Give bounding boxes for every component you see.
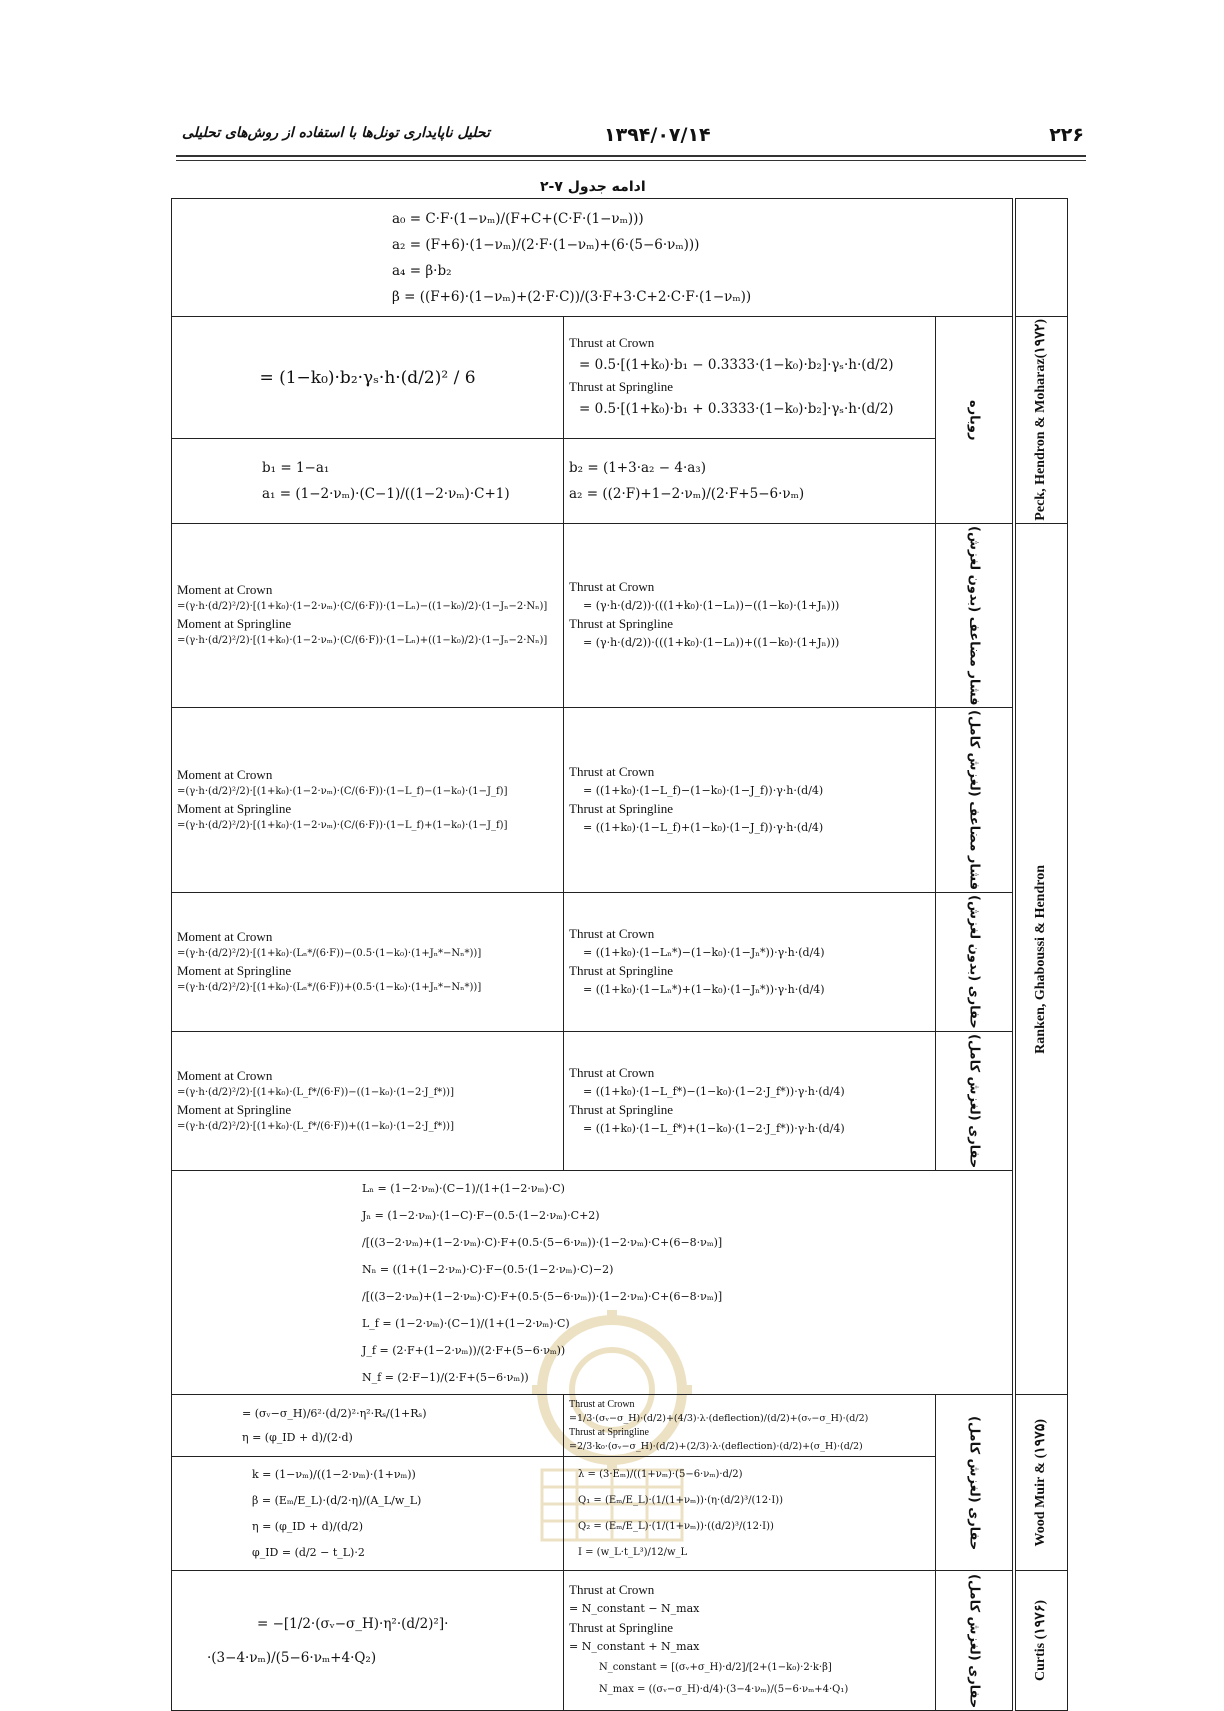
ranken-r2-moment-crown: =(γ·h·(d/2)²/2)·[(1+k₀)·(1−2·νₘ)·(C/(6·F))·(1−L_f)−(1−k₀)·(1−J_f)] bbox=[177, 786, 508, 798]
wood-moment-1: = (σᵥ−σ_H)/6²·(d/2)²·η²·Rₛ/(1+Rₛ) bbox=[242, 1406, 427, 1420]
curtis-reference: Curtis (۱۹۷۶) bbox=[1033, 1600, 1049, 1682]
wood-q1: Q₁ = (Eₘ/E_L)·(1/(1+νₘ))·(η·(d/2)³/(12·I)) bbox=[578, 1494, 784, 1506]
ranken-r4-thrust-springline: = ((1+k₀)·(1−L_f*)+(1−k₀)·(1−2·J_f*))·γ·h·(d/4) bbox=[583, 1122, 845, 1136]
wood-k: k = (1−νₘ)/((1−2·νₘ)·(1+νₘ)) bbox=[252, 1467, 416, 1481]
ranken-r4-condition: حفاری (لغزش کامل) bbox=[966, 1033, 982, 1169]
ranken-r4-thrust-crown: = ((1+k₀)·(1−L_f*)−(1−k₀)·(1−2·J_f*))·γ·h·(d/4) bbox=[583, 1085, 845, 1099]
curtis-thrust-springline: = N_constant + N_max bbox=[569, 1639, 700, 1653]
ranken-r1-thrust-springline: = (γ·h·(d/2))·(((1+k₀)·(1−Lₙ))+((1−k₀)·(1+Jₙ))) bbox=[583, 636, 840, 650]
thrust-springline-label: Thrust at Springline bbox=[569, 616, 673, 632]
wood-lambda: λ = (3·Eₘ)/((1+νₘ)·(5−6·νₘ)·d/2) bbox=[578, 1468, 743, 1480]
def-Jn: Jₙ = (1−2·νₘ)·(1−C)·F−(0.5·(1−2·νₘ)·C+2) bbox=[362, 1208, 600, 1222]
ranken-r2-thrust-crown: = ((1+k₀)·(1−L_f)−(1−k₀)·(1−J_f))·γ·h·(d/4) bbox=[583, 784, 824, 798]
wood-inertia: I = (w_L·t_L³)/12/w_L bbox=[578, 1546, 688, 1558]
thrust-crown-label: Thrust at Crown bbox=[569, 1581, 655, 1597]
ranken-r3-thrust-crown: = ((1+k₀)·(1−Lₙ*)−(1−k₀)·(1−Jₙ*))·γ·h·(d/4) bbox=[583, 946, 825, 960]
def-Nn: Nₙ = ((1+(1−2·νₘ)·C)·F−(0.5·(1−2·νₘ)·C)−2) bbox=[362, 1262, 614, 1276]
thrust-crown-label: Thrust at Crown bbox=[569, 579, 655, 595]
def-Jn-denominator: /[((3−2·νₘ)+(1−2·νₘ)·C)·F+(0.5·(5−6·νₘ))·(1−2·νₘ)·C+(6−8·νₘ)] bbox=[362, 1235, 723, 1249]
table-row bbox=[172, 1457, 1068, 1571]
formula-b1: b₁ = 1−a₁ bbox=[262, 460, 330, 477]
wood-thrust-springline: =2/3·k₀·(σᵥ−σ_H)·(d/2)+(2/3)·λ·(deflection)·(d/2)+(σ_H)·(d/2) bbox=[569, 1440, 863, 1452]
moment-springline-label: Moment at Springline bbox=[177, 963, 292, 979]
ranken-r2-condition: فشار مضاعف (لغزش کامل) bbox=[966, 710, 982, 891]
table-row bbox=[172, 1395, 1068, 1457]
peck-thrust-springline: = 0.5·[(1+k₀)·b₁ + 0.3333·(1−k₀)·b₂]·γₛ·h·(d/2) bbox=[579, 400, 894, 417]
thrust-springline-label: Thrust at Springline bbox=[569, 378, 673, 394]
table-row bbox=[172, 1171, 1068, 1395]
table-row bbox=[172, 199, 1068, 317]
ranken-r3-moment-crown: =(γ·h·(d/2)²/2)·[(1+k₀)·(Lₙ*/(6·F))−(0.5·(1−k₀)·(1+Jₙ*−Nₙ*))] bbox=[177, 948, 482, 960]
ranken-r1-condition: فشار مضاعف (بدون لغزش) bbox=[966, 525, 982, 706]
table-row bbox=[172, 893, 1068, 1032]
def-Nn-denominator: /[((3−2·νₘ)+(1−2·νₘ)·C)·F+(0.5·(5−6·νₘ))·(1−2·νₘ)·C+(6−8·νₘ)] bbox=[362, 1289, 723, 1303]
wood-beta: β = (Eₘ/E_L)·(d/2·η)/(A_L/w_L) bbox=[252, 1493, 422, 1507]
thrust-springline-label: Thrust at Springline bbox=[569, 963, 673, 979]
thrust-crown-label: Thrust at Crown bbox=[569, 764, 655, 780]
ranken-r2-thrust-springline: = ((1+k₀)·(1−L_f)+(1−k₀)·(1−J_f))·γ·h·(d/4) bbox=[583, 821, 824, 835]
def-Jf: J_f = (2·F+(1−2·νₘ))/(2·F+(5−6·νₘ)) bbox=[362, 1343, 566, 1357]
running-title: تحلیل ناپایداری تونل‌ها با استفاده از روش‌های تحلیلی bbox=[182, 125, 490, 141]
curtis-condition: حفاری (لغزش کامل) bbox=[966, 1573, 982, 1708]
peck-condition: روباره bbox=[966, 399, 982, 441]
wood-condition: حفاری (لغزش کامل) bbox=[966, 1415, 982, 1550]
thrust-crown-label: Thrust at Crown bbox=[569, 334, 655, 350]
header-rule bbox=[176, 155, 1086, 157]
curtis-moment-1: = −[1/2·(σᵥ−σ_H)·η²·(d/2)²]· bbox=[257, 1615, 449, 1632]
thrust-crown-label: Thrust at Crown bbox=[569, 1065, 655, 1081]
table-row bbox=[172, 317, 1068, 439]
wood-phi: φ_ID = (d/2 − t_L)·2 bbox=[252, 1545, 365, 1559]
curtis-moment-2: ·(3−4·νₘ)/(5−6·νₘ+4·Q₂) bbox=[207, 1649, 377, 1666]
thrust-crown-label: Thrust at Crown bbox=[569, 926, 655, 942]
def-Lf: L_f = (1−2·νₘ)·(C−1)/(1+(1−2·νₘ)·C) bbox=[362, 1316, 570, 1330]
curtis-n-max: N_max = ((σᵥ−σ_H)·d/4)·(3−4·νₘ)/(5−6·νₘ+4·Q₁) bbox=[599, 1683, 849, 1695]
formula-a2: a₂ = (F+6)·(1−νₘ)/(2·F·(1−νₘ)+(6·(5−6·νₘ))) bbox=[392, 236, 700, 253]
thrust-springline-label: Thrust at Springline bbox=[569, 1102, 673, 1118]
ranken-r1-moment-crown: =(γ·h·(d/2)²/2)·[(1+k₀)·(1−2·νₘ)·(C/(6·F))·(1−Lₙ)−((1−k₀)/2)·(1−Jₙ−2·Nₙ)] bbox=[177, 601, 548, 613]
peck-reference: Peck, Hendron & Moharaz(۱۹۷۲) bbox=[1033, 319, 1049, 521]
page-header bbox=[178, 118, 1084, 148]
ranken-r4-moment-springline: =(γ·h·(d/2)²/2)·[(1+k₀)·(L_f*/(6·F))+((1−k₀)·(1−2·J_f*))] bbox=[177, 1121, 454, 1133]
ranken-r3-moment-springline: =(γ·h·(d/2)²/2)·[(1+k₀)·(Lₙ*/(6·F))+(0.5·(1−k₀)·(1+Jₙ*−Nₙ*))] bbox=[177, 982, 482, 994]
peck-moment: = (1−k₀)·b₂·γₛ·h·(d/2)² / 6 bbox=[259, 367, 476, 388]
moment-springline-label: Moment at Springline bbox=[177, 616, 292, 632]
moment-crown-label: Moment at Crown bbox=[177, 767, 273, 783]
def-Ln: Lₙ = (1−2·νₘ)·(C−1)/(1+(1−2·νₘ)·C) bbox=[362, 1181, 565, 1195]
thrust-springline-label: Thrust at Springline bbox=[569, 1619, 673, 1635]
table-row bbox=[172, 523, 1068, 707]
formula-table bbox=[171, 198, 1068, 1711]
ranken-r2-moment-springline: =(γ·h·(d/2)²/2)·[(1+k₀)·(1−2·νₘ)·(C/(6·F))·(1−L_f)+(1−k₀)·(1−J_f)] bbox=[177, 820, 508, 832]
thrust-crown-label: Thrust at Crown bbox=[569, 1398, 635, 1410]
thrust-springline-label: Thrust at Springline bbox=[569, 801, 673, 817]
header-rule-thin bbox=[176, 160, 1086, 161]
wood-eta: η = (φ_ID + d)/(d/2) bbox=[252, 1519, 364, 1533]
curtis-n-constant: N_constant = [(σᵥ+σ_H)·d/2]/[2+(1−k₀)·2·k·β] bbox=[599, 1661, 832, 1673]
ranken-r1-moment-springline: =(γ·h·(d/2)²/2)·[(1+k₀)·(1−2·νₘ)·(C/(6·F))·(1−Lₙ)+((1−k₀)/2)·(1−Jₙ−2·Nₙ)] bbox=[177, 635, 548, 647]
formula-a4: a₄ = β·b₂ bbox=[392, 262, 452, 279]
wood-thrust-crown: =1/3·(σᵥ−σ_H)·(d/2)+(4/3)·λ·(deflection)/(d/2)+(σᵥ−σ_H)·(d/2) bbox=[569, 1412, 869, 1424]
peck-thrust-crown: = 0.5·[(1+k₀)·b₁ − 0.3333·(1−k₀)·b₂]·γₛ·h·(d/2) bbox=[579, 356, 894, 373]
page-date: ۱۳۹۴/۰۷/۱۴ bbox=[604, 124, 711, 146]
table-caption: ادامه جدول ۷-۲ bbox=[540, 179, 646, 195]
table-row bbox=[172, 439, 1068, 523]
formula-a2-peck: a₂ = ((2·F)+1−2·νₘ)/(2·F+5−6·νₘ) bbox=[569, 486, 805, 503]
wood-moment-2: η = (φ_ID + d)/(2·d) bbox=[242, 1430, 353, 1444]
ranken-r4-moment-crown: =(γ·h·(d/2)²/2)·[(1+k₀)·(L_f*/(6·F))−((1−k₀)·(1−2·J_f*))] bbox=[177, 1087, 454, 1099]
table-row bbox=[172, 708, 1068, 893]
ranken-r3-thrust-springline: = ((1+k₀)·(1−Lₙ*)+(1−k₀)·(1−Jₙ*))·γ·h·(d/4) bbox=[583, 983, 825, 997]
wood-q2: Q₂ = (Eₘ/E_L)·(1/(1+νₘ))·((d/2)³/(12·I)) bbox=[578, 1520, 774, 1532]
formula-a0: a₀ = C·F·(1−νₘ)/(F+C+(C·F·(1−νₘ))) bbox=[392, 210, 644, 227]
moment-crown-label: Moment at Crown bbox=[177, 582, 273, 598]
formula-beta: β = ((F+6)·(1−νₘ)+(2·F·C))/(3·F+3·C+2·C·F·(1−νₘ)) bbox=[392, 288, 752, 305]
thrust-springline-label: Thrust at Springline bbox=[569, 1426, 649, 1438]
table-row bbox=[172, 1571, 1068, 1711]
def-Nf: N_f = (2·F−1)/(2·F+(5−6·νₘ)) bbox=[362, 1370, 529, 1384]
moment-crown-label: Moment at Crown bbox=[177, 929, 273, 945]
formula-b2: b₂ = (1+3·a₂ − 4·a₃) bbox=[569, 460, 706, 477]
moment-crown-label: Moment at Crown bbox=[177, 1068, 273, 1084]
moment-springline-label: Moment at Springline bbox=[177, 801, 292, 817]
table-row bbox=[172, 1031, 1068, 1170]
ranken-reference: Ranken, Ghaboussi & Hendron bbox=[1033, 864, 1049, 1054]
wood-reference: Wood Muir & (۱۹۷۵) bbox=[1033, 1419, 1049, 1547]
ranken-r3-condition: حفاری (بدون لغزش) bbox=[966, 895, 982, 1029]
moment-springline-label: Moment at Springline bbox=[177, 1102, 292, 1118]
ranken-r1-thrust-crown: = (γ·h·(d/2))·(((1+k₀)·(1−Lₙ))−((1−k₀)·(1+Jₙ))) bbox=[583, 599, 840, 613]
curtis-thrust-crown: = N_constant − N_max bbox=[569, 1601, 700, 1615]
page-number: ۲۲۶ bbox=[1049, 124, 1084, 146]
formula-a1: a₁ = (1−2·νₘ)·(C−1)/((1−2·νₘ)·C+1) bbox=[262, 486, 510, 503]
